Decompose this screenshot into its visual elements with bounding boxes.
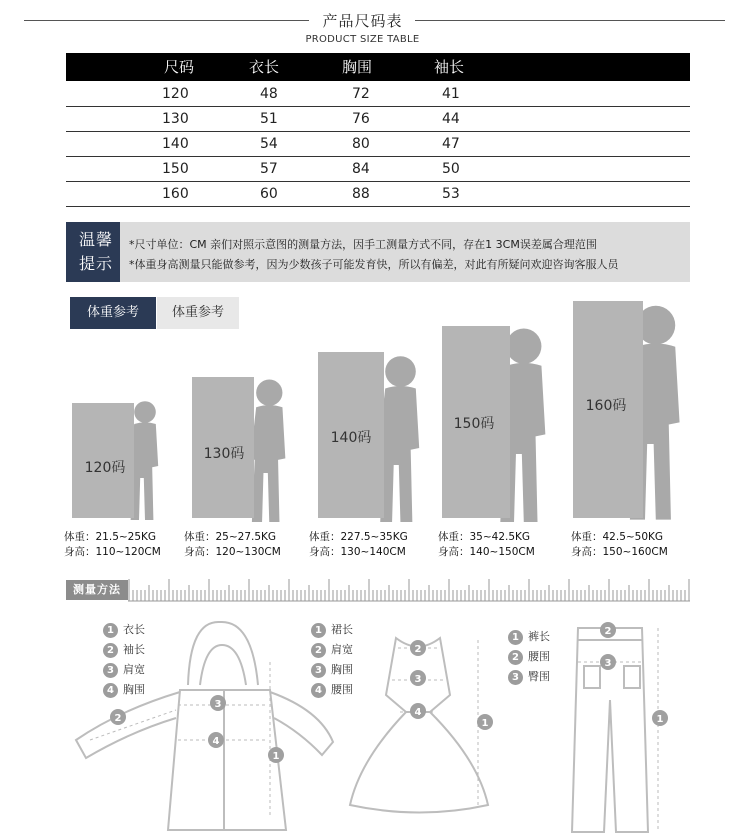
legend-item: 3 肩宽: [103, 660, 145, 680]
size-label: 120码: [84, 460, 126, 476]
ruler: [128, 576, 690, 602]
table-cell: 47: [442, 136, 460, 152]
weight-range: 体重：25~27.5KG: [184, 531, 277, 543]
svg-text:3: 3: [414, 674, 422, 685]
table-row: [66, 182, 690, 207]
table-cell: 150: [162, 161, 189, 177]
table-cell: 57: [260, 161, 278, 177]
table-cell: 88: [352, 186, 370, 202]
table-row: [66, 82, 690, 107]
weight-range: 体重：35~42.5KG: [438, 531, 531, 543]
weight-range: 体重：227.5~35KG: [309, 531, 408, 543]
marker-3-icon: [410, 670, 426, 686]
height-range: 身高：110~120CM: [64, 546, 161, 558]
column-header: 胸围: [342, 58, 373, 76]
legend-item: 3 臀围: [508, 667, 550, 687]
table-cell: 51: [260, 111, 278, 127]
marker-2-icon: [410, 640, 426, 656]
kid-silhouette-icon: [378, 356, 419, 522]
legend-item: 1 衣长: [103, 620, 145, 640]
page-title: 产品尺码表: [322, 12, 403, 30]
size-label: 130码: [203, 446, 245, 462]
column-header: 尺码: [164, 58, 195, 76]
table-cell: 76: [352, 111, 370, 127]
kid-silhouette-icon: [250, 380, 285, 522]
reference-stats: [64, 530, 161, 560]
legend-item: 2 袖长: [103, 640, 145, 660]
legend-item: 3 胸围: [311, 660, 353, 680]
table-cell: 48: [260, 86, 278, 102]
size-label: 140码: [330, 430, 372, 446]
height-range: 身高：140~150CM: [438, 546, 535, 558]
legend-item: 2 腰围: [508, 647, 550, 667]
table-cell: 84: [352, 161, 370, 177]
table-cell: 44: [442, 111, 460, 127]
marker-1-icon: [268, 747, 284, 763]
svg-text:1: 1: [481, 718, 489, 729]
size-label: 150码: [453, 416, 495, 432]
svg-text:2: 2: [414, 644, 422, 655]
table-row: [66, 157, 690, 182]
measure-method-label: 测量方法: [66, 580, 128, 600]
marker-2-icon: [110, 709, 126, 725]
tips-badge: [66, 222, 120, 282]
table-cell: 140: [162, 136, 189, 152]
marker-1-icon: [477, 714, 493, 730]
table-cell: 53: [442, 186, 460, 202]
legend-item: 1 裙长: [311, 620, 353, 640]
table-row: [66, 107, 690, 132]
hoodie-icon: [76, 622, 333, 830]
table-cell: 50: [442, 161, 460, 177]
legend-item: 2 肩宽: [311, 640, 353, 660]
svg-text:1: 1: [656, 714, 664, 725]
table-cell: 80: [352, 136, 370, 152]
svg-text:2: 2: [114, 713, 122, 724]
table-cell: 54: [260, 136, 278, 152]
height-range: 身高：130~140CM: [309, 546, 406, 558]
legend-item: 1 裤长: [508, 627, 550, 647]
dress-icon: [350, 638, 488, 813]
measurement-diagrams: [0, 600, 750, 840]
table-cell: 72: [352, 86, 370, 102]
table-cell: 60: [260, 186, 278, 202]
svg-text:3: 3: [214, 699, 222, 710]
table-cell: 120: [162, 86, 189, 102]
marker-3-icon: [600, 654, 616, 670]
table-cell: 41: [442, 86, 460, 102]
legend-item: 4 腰围: [311, 680, 353, 700]
tab-weight-reference[interactable]: 体重参考: [157, 297, 239, 329]
marker-4-icon: [410, 703, 426, 719]
legend-item: 4 胸围: [103, 680, 145, 700]
marker-2-icon: [600, 622, 616, 638]
height-range: 身高：120~130CM: [184, 546, 281, 558]
table-cell: 130: [162, 111, 189, 127]
svg-text:2: 2: [604, 626, 612, 637]
marker-1-icon: [652, 710, 668, 726]
column-header: 衣长: [249, 58, 280, 76]
tips-badge-line1: 温馨: [79, 230, 114, 249]
height-range: 身高：150~160CM: [571, 546, 668, 558]
reference-stats: [309, 530, 408, 560]
svg-text:4: 4: [414, 707, 422, 718]
tip-line-2: *体重身高测量只能做参考，因为少数孩子可能发育快，所以有偏差，对此有所疑问欢迎咨询客服人员: [129, 258, 619, 271]
tip-line-1: *尺寸单位：CM 亲们对照示意图的测量方法，因手工测量方式不同，存在1 3CM误差属合理范围: [129, 238, 597, 251]
svg-text:4: 4: [212, 736, 220, 747]
tips-box: [66, 222, 690, 282]
svg-text:1: 1: [272, 751, 280, 762]
weight-range: 体重：42.5~50KG: [571, 531, 664, 543]
marker-3-icon: [210, 695, 226, 711]
page-subtitle: PRODUCT SIZE TABLE: [305, 34, 420, 45]
marker-4-icon: [208, 732, 224, 748]
table-row: [66, 132, 690, 157]
size-table-header: [66, 53, 690, 81]
title-rule-left: [24, 20, 309, 21]
reference-stats: [438, 530, 535, 560]
tab-weight-reference-active[interactable]: 体重参考: [70, 297, 156, 329]
reference-stats: [571, 530, 668, 560]
title-rule-right: [415, 20, 725, 21]
weight-range: 体重：21.5~25KG: [64, 531, 157, 543]
tips-badge-line2: 提示: [79, 254, 114, 273]
svg-text:3: 3: [604, 658, 612, 669]
column-header: 袖长: [434, 58, 465, 76]
reference-stats: [184, 530, 281, 560]
size-label: 160码: [585, 398, 627, 414]
table-cell: 160: [162, 186, 189, 202]
